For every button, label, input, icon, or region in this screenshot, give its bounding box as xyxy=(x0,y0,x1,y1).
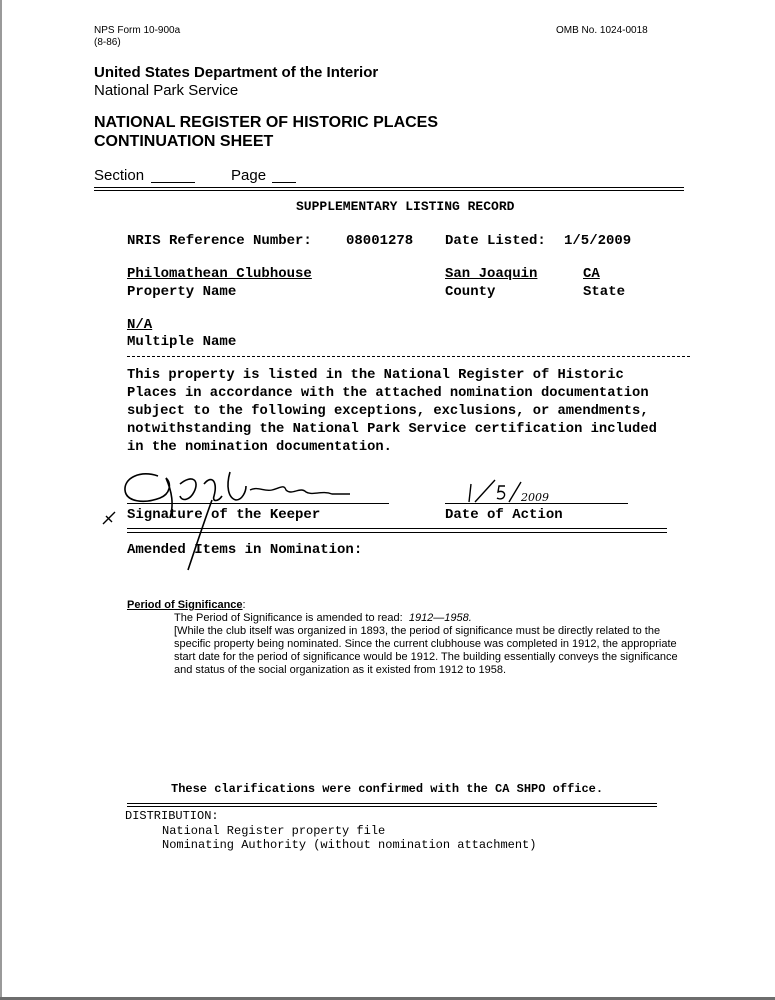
dashed-separator xyxy=(127,356,690,357)
amended-items-heading: Amended Items in Nomination: xyxy=(127,542,363,558)
header-rule-bottom xyxy=(94,190,684,191)
signature-rule-top xyxy=(127,528,667,529)
sheet-title-line1: NATIONAL REGISTER OF HISTORIC PLACES xyxy=(94,114,439,131)
record-heading: SUPPLEMENTARY LISTING RECORD xyxy=(296,199,515,214)
period-heading-colon: : xyxy=(242,599,246,611)
form-date: (8-86) xyxy=(94,37,121,48)
clarification-note: These clarifications were confirmed with the CA SHPO office. xyxy=(171,782,604,796)
statement-line: subject to the following exceptions, exclusions, or amendments, xyxy=(127,404,649,419)
handwritten-date-icon xyxy=(445,478,565,506)
property-name-value: Philomathean Clubhouse xyxy=(127,266,312,282)
statement-line: This property is listed in the National Register of Historic xyxy=(127,368,624,383)
form-number: NPS Form 10-900a xyxy=(94,25,181,36)
date-listed-label: Date Listed: xyxy=(445,233,546,249)
date-of-action-label: Date of Action xyxy=(445,507,563,523)
property-name-label: Property Name xyxy=(127,284,237,300)
statement-line: Places in accordance with the attached nomination documentation xyxy=(127,386,649,401)
explanation-line: specific property being nominated. Since the current clubhouse was completed in 1912, the appropriate xyxy=(174,638,677,650)
nris-label: NRIS Reference Number: xyxy=(127,233,312,249)
county-label: County xyxy=(445,284,496,300)
page-blank xyxy=(272,182,296,183)
page-label: Page xyxy=(231,167,267,184)
sheet-title-line2: CONTINUATION SHEET xyxy=(94,133,274,150)
multiple-name-label: Multiple Name xyxy=(127,334,237,350)
explanation-line: [While the club itself was organized in 1893, the period of significance must be directly related to the xyxy=(174,625,661,637)
signature-label: Signature of the Keeper xyxy=(127,507,321,523)
period-heading-text: Period of Significance xyxy=(127,599,243,611)
explanation-line: start date for the period of significance would be 1912. The building essentially conveys the significance xyxy=(174,651,678,663)
nris-value: 08001278 xyxy=(346,233,414,249)
period-explanation xyxy=(174,625,678,677)
distribution-rule-top xyxy=(127,803,657,804)
statement-line: notwithstanding the National Park Service certification included xyxy=(127,422,657,437)
period-heading xyxy=(127,599,246,611)
omb-number: OMB No. 1024-0018 xyxy=(556,25,648,36)
svg-text:2009: 2009 xyxy=(521,491,549,504)
distribution-item: National Register property file xyxy=(162,824,386,838)
section-label: Section xyxy=(94,167,145,184)
distribution-item: Nominating Authority (without nomination attachment) xyxy=(162,838,537,852)
period-amended-intro: The Period of Significance is amended to read: xyxy=(174,612,403,624)
period-amended-value: 1912—1958. xyxy=(408,612,472,624)
service-name: National Park Service xyxy=(94,82,239,99)
multiple-name-value: N/A xyxy=(127,317,153,333)
section-blank xyxy=(151,182,195,183)
state-label: State xyxy=(583,284,626,300)
county-value: San Joaquin xyxy=(445,266,538,282)
department-name: United States Department of the Interior xyxy=(94,64,379,81)
distribution-label: DISTRIBUTION: xyxy=(125,809,219,823)
period-amended-line xyxy=(174,612,472,624)
listing-statement xyxy=(127,367,657,457)
header-rule-top xyxy=(94,187,684,188)
date-listed-value: 1/5/2009 xyxy=(564,233,632,249)
state-value: CA xyxy=(583,266,600,282)
explanation-line: and status of the social organization as it existed from 1912 to 1958. xyxy=(174,664,507,676)
distribution-rule-bottom xyxy=(127,806,657,807)
statement-line: in the nomination documentation. xyxy=(127,440,392,455)
signature-rule-bottom xyxy=(127,532,667,533)
